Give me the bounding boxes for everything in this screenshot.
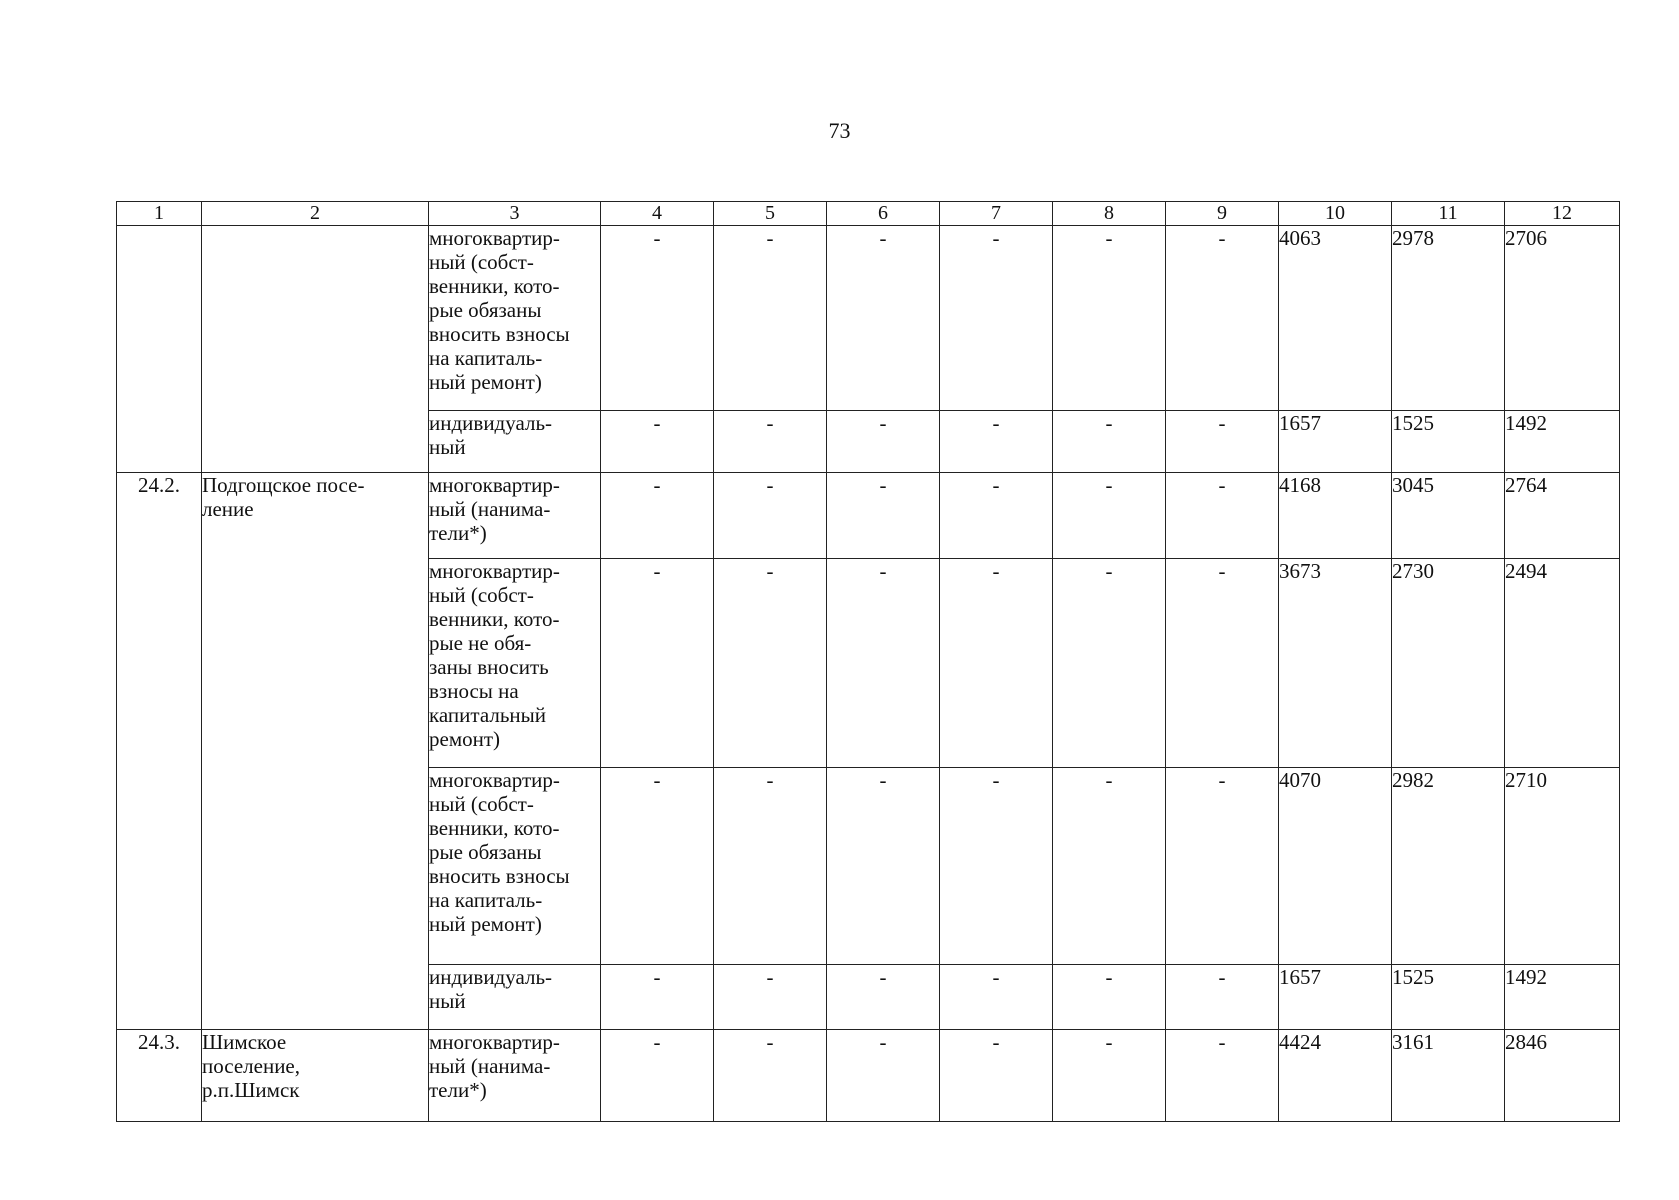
value-cell: -: [601, 411, 714, 473]
column-header: 3: [429, 202, 601, 226]
value-cell: -: [1166, 965, 1279, 1030]
value-cell: 1492: [1505, 411, 1620, 473]
tariff-table: [116, 201, 1620, 1122]
value-cell: 4168: [1279, 473, 1392, 559]
row-number-cell: [117, 226, 202, 473]
value-cell: -: [940, 965, 1053, 1030]
value-cell: -: [827, 965, 940, 1030]
housing-type-cell: индивидуаль- ный: [429, 965, 601, 1030]
value-cell: -: [1166, 226, 1279, 411]
value-cell: 2982: [1392, 768, 1505, 965]
value-cell: -: [714, 473, 827, 559]
value-cell: 3673: [1279, 559, 1392, 768]
value-cell: -: [601, 1030, 714, 1122]
value-cell: 4424: [1279, 1030, 1392, 1122]
value-cell: -: [827, 768, 940, 965]
value-cell: -: [1166, 411, 1279, 473]
table-row: [117, 226, 1620, 411]
housing-type-cell: многоквартир- ный (собст- венники, кото- рые обязаны вносить взносы на капиталь- ный ремонт): [429, 768, 601, 965]
value-cell: 2706: [1505, 226, 1620, 411]
housing-type-cell: многоквартир- ный (собст- венники, кото- рые обязаны вносить взносы на капиталь- ный ремонт): [429, 226, 601, 411]
value-cell: -: [714, 411, 827, 473]
value-cell: -: [940, 226, 1053, 411]
value-cell: -: [1053, 411, 1166, 473]
column-header: 1: [117, 202, 202, 226]
table-row: [117, 1030, 1620, 1122]
column-header: 2: [202, 202, 429, 226]
row-number-cell: 24.3.: [117, 1030, 202, 1122]
value-cell: -: [940, 1030, 1053, 1122]
settlement-name-cell: Шимское поселение, р.п.Шимск: [202, 1030, 429, 1122]
column-header: 6: [827, 202, 940, 226]
value-cell: -: [1166, 1030, 1279, 1122]
value-cell: -: [1166, 473, 1279, 559]
housing-type-cell: индивидуаль- ный: [429, 411, 601, 473]
value-cell: 2764: [1505, 473, 1620, 559]
settlement-name-cell: [202, 226, 429, 473]
column-header: 9: [1166, 202, 1279, 226]
value-cell: -: [601, 226, 714, 411]
value-cell: -: [827, 559, 940, 768]
value-cell: 1657: [1279, 411, 1392, 473]
housing-type-cell: многоквартир- ный (нанима- тели*): [429, 1030, 601, 1122]
value-cell: -: [940, 473, 1053, 559]
value-cell: -: [940, 411, 1053, 473]
value-cell: -: [1053, 473, 1166, 559]
row-number-cell: 24.2.: [117, 473, 202, 1030]
column-header: 12: [1505, 202, 1620, 226]
value-cell: -: [1053, 226, 1166, 411]
value-cell: -: [714, 1030, 827, 1122]
value-cell: 1492: [1505, 965, 1620, 1030]
value-cell: -: [827, 226, 940, 411]
value-cell: -: [601, 768, 714, 965]
value-cell: 2978: [1392, 226, 1505, 411]
value-cell: -: [714, 965, 827, 1030]
value-cell: -: [714, 559, 827, 768]
column-header: 4: [601, 202, 714, 226]
housing-type-cell: многоквартир- ный (собст- венники, кото- рые не обя- заны вносить взносы на капитальный ремонт): [429, 559, 601, 768]
value-cell: -: [940, 768, 1053, 965]
value-cell: -: [940, 559, 1053, 768]
value-cell: 2710: [1505, 768, 1620, 965]
value-cell: -: [714, 226, 827, 411]
value-cell: -: [1166, 559, 1279, 768]
value-cell: 1525: [1392, 965, 1505, 1030]
value-cell: 2730: [1392, 559, 1505, 768]
value-cell: -: [1053, 1030, 1166, 1122]
column-header: 10: [1279, 202, 1392, 226]
value-cell: -: [827, 473, 940, 559]
housing-type-cell: многоквартир- ный (нанима- тели*): [429, 473, 601, 559]
value-cell: 1657: [1279, 965, 1392, 1030]
value-cell: 4063: [1279, 226, 1392, 411]
value-cell: 3045: [1392, 473, 1505, 559]
column-header: 8: [1053, 202, 1166, 226]
page-number: 73: [828, 118, 851, 143]
value-cell: -: [1053, 965, 1166, 1030]
column-header: 11: [1392, 202, 1505, 226]
settlement-name-cell: Подгощское посе- ление: [202, 473, 429, 1030]
value-cell: -: [714, 768, 827, 965]
value-cell: -: [827, 1030, 940, 1122]
value-cell: 4070: [1279, 768, 1392, 965]
value-cell: 2494: [1505, 559, 1620, 768]
value-cell: 3161: [1392, 1030, 1505, 1122]
value-cell: -: [601, 559, 714, 768]
column-header: 5: [714, 202, 827, 226]
value-cell: -: [827, 411, 940, 473]
value-cell: -: [1053, 768, 1166, 965]
column-number-row: [117, 202, 1620, 226]
column-header: 7: [940, 202, 1053, 226]
value-cell: -: [1166, 768, 1279, 965]
table-row: [117, 473, 1620, 559]
value-cell: -: [601, 473, 714, 559]
value-cell: -: [1053, 559, 1166, 768]
value-cell: -: [601, 965, 714, 1030]
value-cell: 2846: [1505, 1030, 1620, 1122]
value-cell: 1525: [1392, 411, 1505, 473]
